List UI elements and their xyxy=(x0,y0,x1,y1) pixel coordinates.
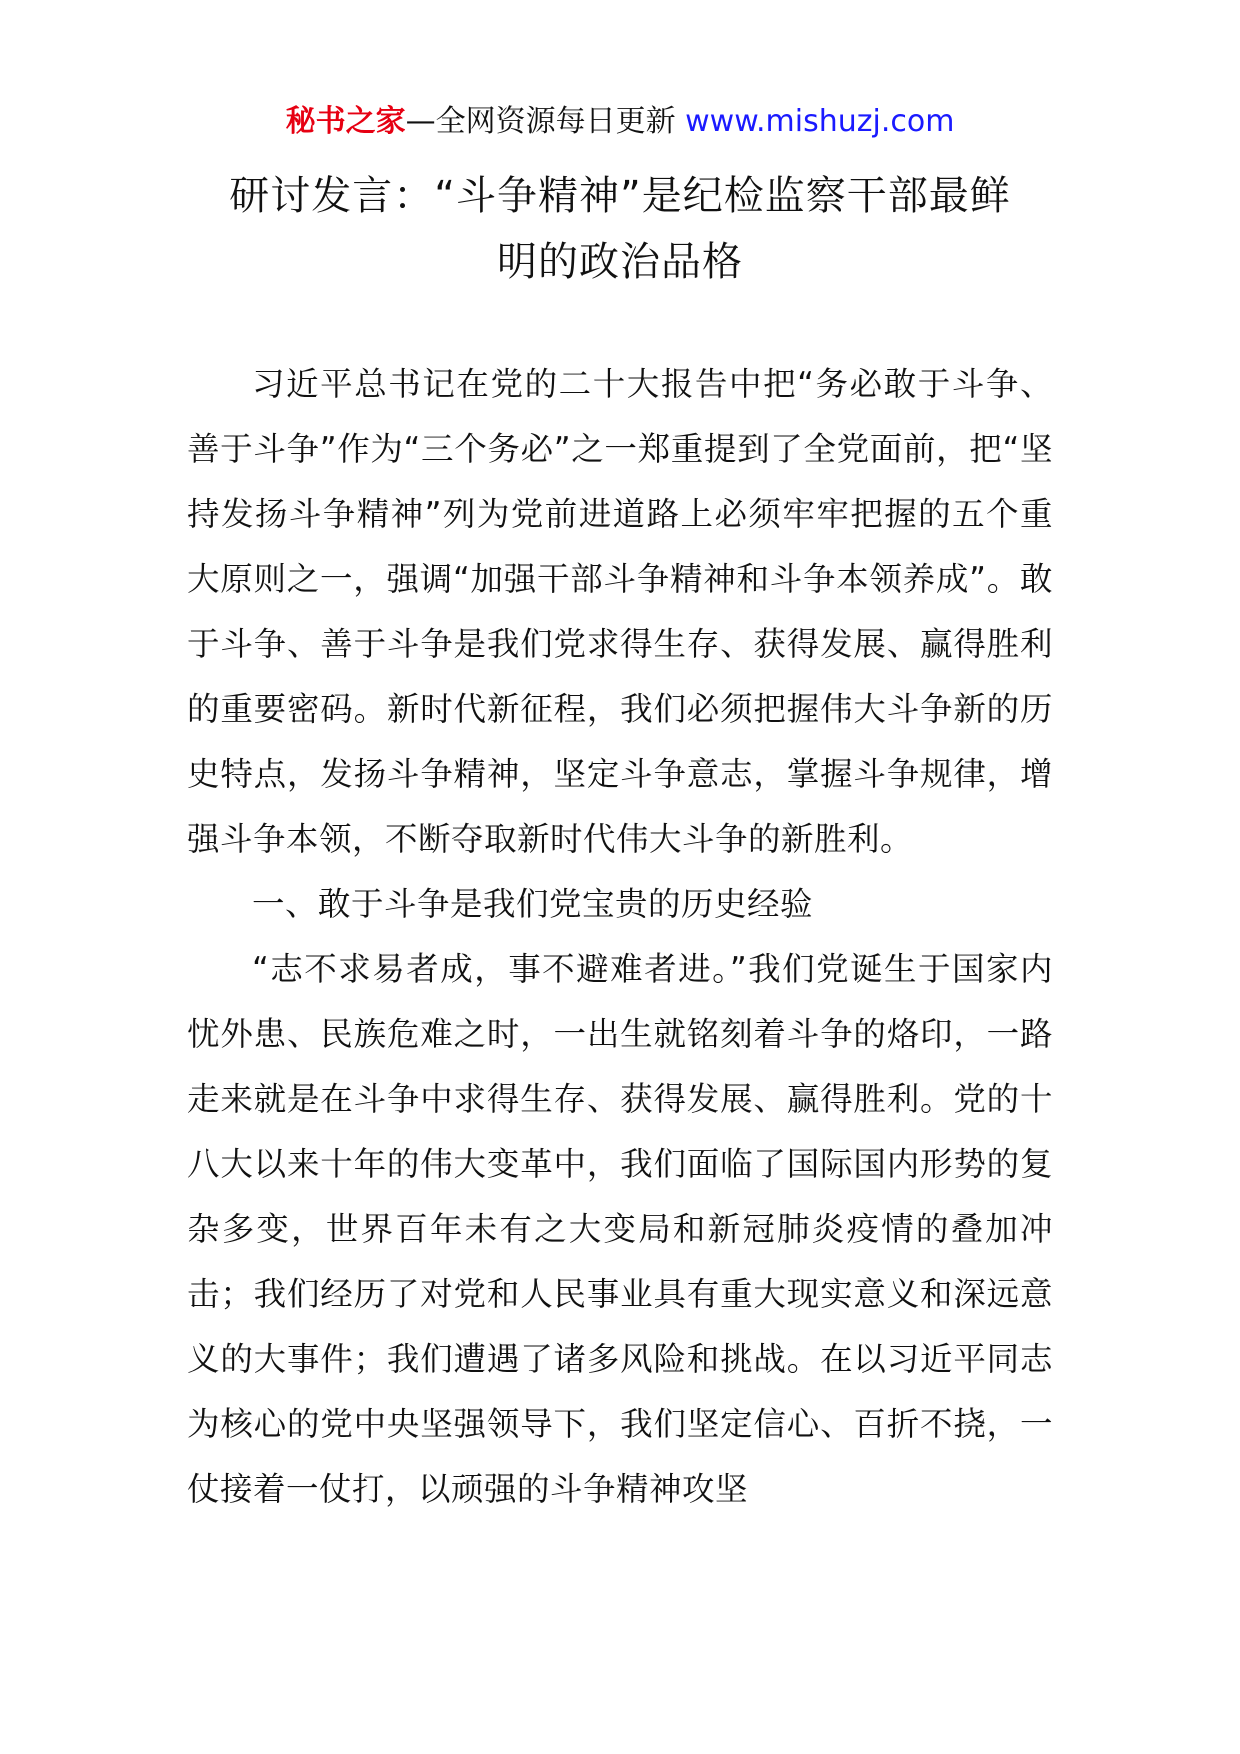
document-body xyxy=(187,352,1053,1522)
section-heading-1: 一、敢于斗争是我们党宝贵的历史经验 xyxy=(252,885,814,923)
document-title xyxy=(180,163,1060,295)
site-watermark xyxy=(0,100,1240,144)
paragraph-section-1: “志不求易者成，事不避难者进。”我们党诞生于国家内忧外患、民族危难之时，一出生就铭刻着斗争的烙印，一路走来就是在斗争中求得生存、获得发展、赢得胜利。党的十八大以来十年的伟大变革中，我们面临了国际国内形势的复杂多变，世界百年未有之大变局和新冠肺炎疫情的叠加冲击；我们经历了对党和人民事业具有重大现实意义和深远意义的大事件；我们遭遇了诸多风险和挑战。在以习近平同志为核心的党中央坚强领导下，我们坚定信心、百折不挠，一仗接着一仗打，以顽强的斗争精神攻坚 xyxy=(187,950,1053,1508)
watermark-brand: 秘书之家 xyxy=(285,104,406,139)
paragraph-intro: 习近平总书记在党的二十大报告中把“务必敢于斗争、善于斗争”作为“三个务必”之一郑重提到了全党面前，把“坚持发扬斗争精神”列为党前进道路上必须牢牢把握的五个重大原则之一，强调“加强干部斗争精神和斗争本领养成”。敢于斗争、善于斗争是我们党求得生存、获得发展、赢得胜利的重要密码。新时代新征程，我们必须把握伟大斗争新的历史特点，发扬斗争精神，坚定斗争意志，掌握斗争规律，增强斗争本领，不断夺取新时代伟大斗争的新胜利。 xyxy=(187,365,1053,858)
document-title-line-1: 研讨发言：“斗争精神”是纪检监察干部最鲜 xyxy=(229,173,1011,219)
watermark-url: www.mishuzj.com xyxy=(685,104,955,139)
document-title-line-2: 明的政治品格 xyxy=(497,239,743,285)
watermark-separator: — xyxy=(405,104,436,139)
watermark-tagline: 全网资源每日更新 xyxy=(435,104,676,139)
